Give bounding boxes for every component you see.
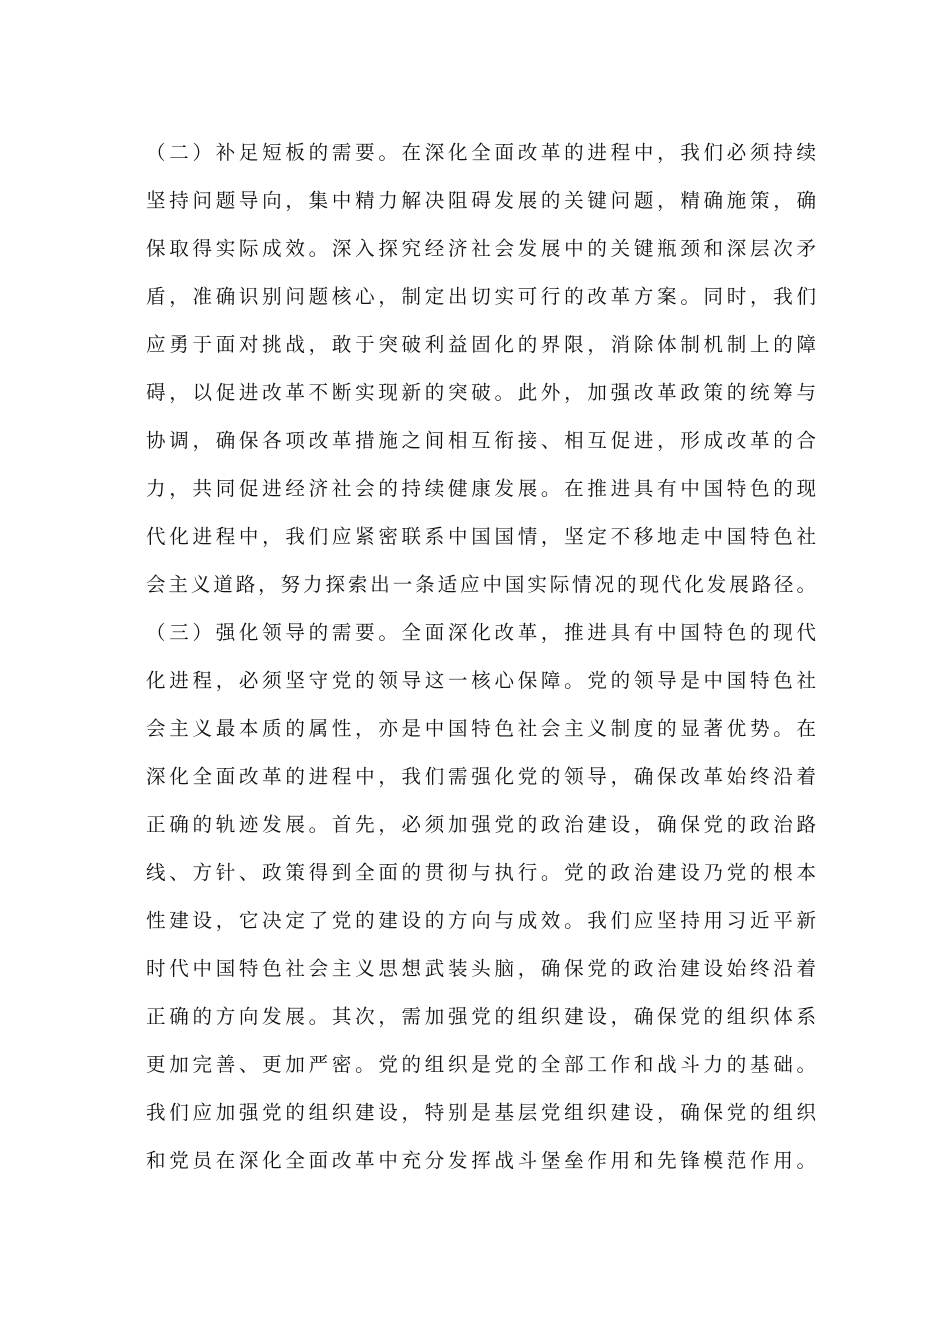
text-line: 深化全面改革的进程中，我们需强化党的领导，确保改革始终沿着 xyxy=(146,765,816,788)
text-line: 我们应加强党的组织建设，特别是基层党组织建设，确保党的组织 xyxy=(146,1101,816,1124)
text-line: （三）强化领导的需要。全面深化改革，推进具有中国特色的现代 xyxy=(146,621,816,644)
text-line: 代化进程中，我们应紧密联系中国国情，坚定不移地走中国特色社 xyxy=(146,525,816,548)
text-line: 更加完善、更加严密。党的组织是党的全部工作和战斗力的基础。 xyxy=(146,1053,816,1076)
text-line: 盾，准确识别问题核心，制定出切实可行的改革方案。同时，我们 xyxy=(146,285,816,308)
text-line: 协调，确保各项改革措施之间相互衔接、相互促进，形成改革的合 xyxy=(146,429,816,452)
text-line: 会主义道路，努力探索出一条适应中国实际情况的现代化发展路径。 xyxy=(146,573,816,596)
text-line: 正确的轨迹发展。首先，必须加强党的政治建设，确保党的政治路 xyxy=(146,813,816,836)
text-line: 坚持问题导向，集中精力解决阻碍发展的关键问题，精确施策，确 xyxy=(146,189,816,212)
text-line: 正确的方向发展。其次，需加强党的组织建设，确保党的组织体系 xyxy=(146,1005,816,1028)
text-line: 时代中国特色社会主义思想武装头脑，确保党的政治建设始终沿着 xyxy=(146,957,816,980)
text-line: 线、方针、政策得到全面的贯彻与执行。党的政治建设乃党的根本 xyxy=(146,861,816,884)
text-line: 会主义最本质的属性，亦是中国特色社会主义制度的显著优势。在 xyxy=(146,717,816,740)
text-line: 性建设，它决定了党的建设的方向与成效。我们应坚持用习近平新 xyxy=(146,909,816,932)
text-line: （二）补足短板的需要。在深化全面改革的进程中，我们必须持续 xyxy=(146,141,816,164)
text-line: 应勇于面对挑战，敢于突破利益固化的界限，消除体制机制上的障 xyxy=(146,333,816,356)
text-line: 和党员在深化全面改革中充分发挥战斗堡垒作用和先锋模范作用。 xyxy=(146,1149,816,1172)
text-line: 保取得实际成效。深入探究经济社会发展中的关键瓶颈和深层次矛 xyxy=(146,237,816,260)
text-line: 化进程，必须坚守党的领导这一核心保障。党的领导是中国特色社 xyxy=(146,669,816,692)
text-line: 力，共同促进经济社会的持续健康发展。在推进具有中国特色的现 xyxy=(146,477,816,500)
text-line: 碍，以促进改革不断实现新的突破。此外，加强改革政策的统筹与 xyxy=(146,381,816,404)
